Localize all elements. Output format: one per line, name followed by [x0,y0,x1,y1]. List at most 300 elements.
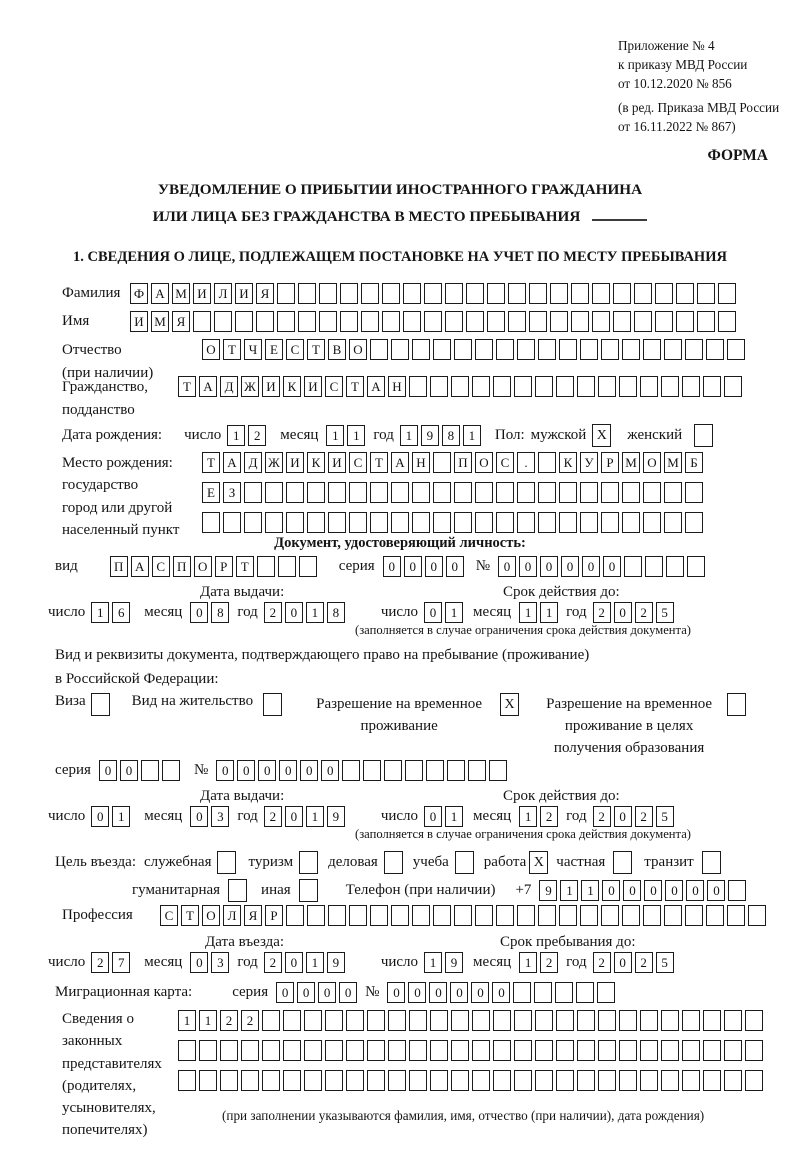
char-cell[interactable] [685,339,703,360]
char-cell[interactable]: А [391,452,409,473]
char-cell[interactable] [577,1040,595,1061]
char-cell[interactable] [643,512,661,533]
char-cell[interactable]: 1 [326,425,344,446]
char-cell[interactable] [235,311,253,332]
char-cell[interactable]: Ж [241,376,259,397]
char-cell[interactable]: С [152,556,170,577]
char-cell[interactable]: 5 [656,602,674,623]
char-cell[interactable] [697,283,715,304]
char-cell[interactable]: С [496,452,514,473]
char-cell[interactable] [349,905,367,926]
char-cell[interactable]: Р [265,905,283,926]
char-cell[interactable] [346,1040,364,1061]
char-cell[interactable] [493,1070,511,1091]
female-checkbox[interactable] [694,424,713,447]
char-cell[interactable] [199,1070,217,1091]
char-cell[interactable]: 0 [614,806,632,827]
char-cell[interactable] [199,1040,217,1061]
char-cell[interactable]: Т [223,339,241,360]
char-cell[interactable] [682,1040,700,1061]
char-cell[interactable] [141,760,159,781]
char-cell[interactable]: 1 [306,602,324,623]
char-cell[interactable]: 0 [644,880,662,901]
char-cell[interactable] [433,482,451,503]
char-cell[interactable] [517,482,535,503]
char-cell[interactable] [508,283,526,304]
char-cell[interactable]: 1 [227,425,245,446]
char-cell[interactable] [496,339,514,360]
char-cell[interactable] [661,376,679,397]
char-cell[interactable] [666,556,684,577]
char-cell[interactable] [601,512,619,533]
char-cell[interactable] [178,1040,196,1061]
char-cell[interactable]: 2 [593,952,611,973]
purpose-humanitarian-checkbox[interactable] [228,879,247,902]
char-cell[interactable] [645,556,663,577]
char-cell[interactable]: А [199,376,217,397]
char-cell[interactable] [703,1010,721,1031]
char-cell[interactable] [391,339,409,360]
char-cell[interactable]: 9 [327,952,345,973]
char-cell[interactable] [451,1040,469,1061]
char-cell[interactable] [433,452,451,473]
char-cell[interactable]: К [283,376,301,397]
char-cell[interactable] [577,1010,595,1031]
char-cell[interactable] [580,339,598,360]
char-cell[interactable] [664,512,682,533]
char-cell[interactable] [493,376,511,397]
char-cell[interactable] [493,1040,511,1061]
char-cell[interactable] [706,905,724,926]
char-cell[interactable]: 0 [318,982,336,1003]
char-cell[interactable]: 2 [593,602,611,623]
char-cell[interactable]: 0 [300,760,318,781]
char-cell[interactable] [382,283,400,304]
char-cell[interactable] [319,283,337,304]
char-cell[interactable]: М [622,452,640,473]
char-cell[interactable] [640,1040,658,1061]
char-cell[interactable] [445,311,463,332]
char-cell[interactable]: 2 [540,952,558,973]
char-cell[interactable] [538,512,556,533]
char-cell[interactable] [517,339,535,360]
char-cell[interactable]: 1 [540,602,558,623]
char-cell[interactable]: 2 [91,952,109,973]
char-cell[interactable] [349,482,367,503]
char-cell[interactable]: В [328,339,346,360]
char-cell[interactable] [412,482,430,503]
char-cell[interactable] [361,311,379,332]
char-cell[interactable]: Е [202,482,220,503]
char-cell[interactable] [682,1070,700,1091]
char-cell[interactable] [718,311,736,332]
char-cell[interactable]: И [328,452,346,473]
char-cell[interactable] [592,311,610,332]
temp-residence-edu-checkbox[interactable] [727,693,746,716]
char-cell[interactable]: 1 [347,425,365,446]
char-cell[interactable] [580,512,598,533]
char-cell[interactable] [342,760,360,781]
char-cell[interactable] [367,1010,385,1031]
char-cell[interactable]: 2 [264,602,282,623]
char-cell[interactable] [577,1070,595,1091]
char-cell[interactable]: О [475,452,493,473]
char-cell[interactable] [640,1010,658,1031]
char-cell[interactable] [535,376,553,397]
purpose-tourism-checkbox[interactable] [299,851,318,874]
char-cell[interactable] [576,982,594,1003]
char-cell[interactable] [466,283,484,304]
char-cell[interactable]: Р [215,556,233,577]
char-cell[interactable] [748,905,766,926]
char-cell[interactable] [514,376,532,397]
char-cell[interactable]: 1 [112,806,130,827]
char-cell[interactable] [340,283,358,304]
char-cell[interactable] [745,1010,763,1031]
char-cell[interactable] [559,482,577,503]
char-cell[interactable] [580,905,598,926]
char-cell[interactable] [687,556,705,577]
purpose-business-checkbox[interactable] [384,851,403,874]
char-cell[interactable]: 9 [327,806,345,827]
char-cell[interactable]: 0 [120,760,138,781]
char-cell[interactable]: 1 [306,952,324,973]
char-cell[interactable] [325,1070,343,1091]
char-cell[interactable]: 2 [635,806,653,827]
char-cell[interactable] [370,512,388,533]
char-cell[interactable] [244,482,262,503]
char-cell[interactable]: П [110,556,128,577]
char-cell[interactable] [391,482,409,503]
char-cell[interactable] [489,760,507,781]
char-cell[interactable] [346,1010,364,1031]
char-cell[interactable]: Л [214,283,232,304]
char-cell[interactable]: 0 [404,556,422,577]
char-cell[interactable] [430,376,448,397]
char-cell[interactable] [299,556,317,577]
char-cell[interactable] [475,339,493,360]
char-cell[interactable]: М [151,311,169,332]
char-cell[interactable] [454,482,472,503]
char-cell[interactable] [367,1040,385,1061]
char-cell[interactable] [286,905,304,926]
char-cell[interactable] [514,1010,532,1031]
char-cell[interactable] [412,905,430,926]
char-cell[interactable] [475,482,493,503]
char-cell[interactable] [697,311,715,332]
char-cell[interactable]: 8 [211,602,229,623]
char-cell[interactable] [202,512,220,533]
char-cell[interactable]: И [262,376,280,397]
char-cell[interactable] [535,1070,553,1091]
male-checkbox[interactable]: X [592,424,611,447]
char-cell[interactable] [555,982,573,1003]
char-cell[interactable] [727,905,745,926]
char-cell[interactable]: 2 [220,1010,238,1031]
char-cell[interactable]: П [173,556,191,577]
char-cell[interactable] [328,512,346,533]
char-cell[interactable]: К [307,452,325,473]
char-cell[interactable] [613,311,631,332]
char-cell[interactable]: К [559,452,577,473]
char-cell[interactable] [475,512,493,533]
char-cell[interactable] [328,482,346,503]
char-cell[interactable] [655,311,673,332]
char-cell[interactable] [178,1070,196,1091]
char-cell[interactable] [304,1010,322,1031]
char-cell[interactable]: С [325,376,343,397]
char-cell[interactable] [468,760,486,781]
char-cell[interactable]: 2 [264,952,282,973]
char-cell[interactable]: И [286,452,304,473]
char-cell[interactable]: 0 [276,982,294,1003]
char-cell[interactable] [619,1010,637,1031]
char-cell[interactable]: Л [223,905,241,926]
char-cell[interactable] [724,1010,742,1031]
char-cell[interactable] [304,1040,322,1061]
char-cell[interactable] [388,1010,406,1031]
char-cell[interactable]: Ж [265,452,283,473]
char-cell[interactable]: 0 [602,880,620,901]
char-cell[interactable] [538,452,556,473]
char-cell[interactable]: 0 [99,760,117,781]
char-cell[interactable] [664,339,682,360]
char-cell[interactable] [433,905,451,926]
temp-residence-checkbox[interactable]: X [500,693,519,716]
char-cell[interactable] [283,1070,301,1091]
char-cell[interactable] [409,1010,427,1031]
char-cell[interactable] [445,283,463,304]
char-cell[interactable] [412,339,430,360]
char-cell[interactable] [298,283,316,304]
char-cell[interactable] [682,1010,700,1031]
char-cell[interactable]: М [172,283,190,304]
char-cell[interactable] [424,311,442,332]
char-cell[interactable] [325,1040,343,1061]
char-cell[interactable]: С [286,339,304,360]
char-cell[interactable] [571,311,589,332]
char-cell[interactable]: 9 [539,880,557,901]
char-cell[interactable]: 0 [492,982,510,1003]
char-cell[interactable] [598,1010,616,1031]
char-cell[interactable] [384,760,402,781]
char-cell[interactable] [466,311,484,332]
char-cell[interactable]: Н [412,452,430,473]
char-cell[interactable]: Т [202,452,220,473]
char-cell[interactable] [454,339,472,360]
char-cell[interactable] [559,905,577,926]
purpose-transit-checkbox[interactable] [702,851,721,874]
char-cell[interactable] [685,905,703,926]
char-cell[interactable]: 0 [425,556,443,577]
char-cell[interactable]: 1 [178,1010,196,1031]
char-cell[interactable]: И [193,283,211,304]
char-cell[interactable] [538,339,556,360]
char-cell[interactable] [745,1040,763,1061]
char-cell[interactable] [640,1070,658,1091]
char-cell[interactable] [619,1070,637,1091]
char-cell[interactable] [214,311,232,332]
char-cell[interactable] [685,482,703,503]
char-cell[interactable] [580,482,598,503]
char-cell[interactable] [619,376,637,397]
char-cell[interactable] [664,905,682,926]
char-cell[interactable] [682,376,700,397]
char-cell[interactable] [622,512,640,533]
char-cell[interactable] [508,311,526,332]
char-cell[interactable]: Ф [130,283,148,304]
char-cell[interactable] [430,1040,448,1061]
char-cell[interactable] [559,339,577,360]
char-cell[interactable] [472,1070,490,1091]
char-cell[interactable] [262,1040,280,1061]
char-cell[interactable]: 2 [635,602,653,623]
char-cell[interactable] [487,283,505,304]
char-cell[interactable]: 8 [327,602,345,623]
char-cell[interactable] [403,283,421,304]
char-cell[interactable]: 0 [387,982,405,1003]
char-cell[interactable]: 0 [339,982,357,1003]
char-cell[interactable]: 2 [241,1010,259,1031]
char-cell[interactable]: 1 [519,806,537,827]
char-cell[interactable] [424,283,442,304]
char-cell[interactable]: 0 [237,760,255,781]
char-cell[interactable]: 2 [540,806,558,827]
char-cell[interactable]: О [643,452,661,473]
char-cell[interactable] [256,311,274,332]
char-cell[interactable] [529,311,547,332]
purpose-official-checkbox[interactable] [217,851,236,874]
char-cell[interactable]: 1 [445,806,463,827]
char-cell[interactable] [307,905,325,926]
char-cell[interactable]: Я [244,905,262,926]
char-cell[interactable] [472,1010,490,1031]
char-cell[interactable] [598,1040,616,1061]
char-cell[interactable] [277,283,295,304]
char-cell[interactable]: Н [388,376,406,397]
char-cell[interactable] [559,512,577,533]
char-cell[interactable] [403,311,421,332]
char-cell[interactable] [556,1070,574,1091]
char-cell[interactable]: М [664,452,682,473]
char-cell[interactable] [538,905,556,926]
char-cell[interactable]: 0 [285,952,303,973]
char-cell[interactable]: 0 [519,556,537,577]
char-cell[interactable] [298,311,316,332]
char-cell[interactable] [496,512,514,533]
char-cell[interactable] [601,905,619,926]
char-cell[interactable] [634,311,652,332]
char-cell[interactable] [307,482,325,503]
char-cell[interactable]: 1 [400,425,418,446]
char-cell[interactable]: 1 [424,952,442,973]
char-cell[interactable] [382,311,400,332]
char-cell[interactable] [391,905,409,926]
char-cell[interactable] [475,905,493,926]
char-cell[interactable]: 2 [593,806,611,827]
char-cell[interactable]: П [454,452,472,473]
char-cell[interactable]: Т [307,339,325,360]
purpose-other-checkbox[interactable] [299,879,318,902]
char-cell[interactable] [241,1070,259,1091]
char-cell[interactable] [286,512,304,533]
char-cell[interactable] [346,1070,364,1091]
char-cell[interactable]: 0 [429,982,447,1003]
char-cell[interactable] [496,905,514,926]
char-cell[interactable]: И [304,376,322,397]
char-cell[interactable]: 9 [445,952,463,973]
char-cell[interactable] [277,311,295,332]
char-cell[interactable] [703,1040,721,1061]
char-cell[interactable] [706,339,724,360]
char-cell[interactable]: И [130,311,148,332]
char-cell[interactable]: Е [265,339,283,360]
char-cell[interactable] [472,376,490,397]
char-cell[interactable] [724,376,742,397]
char-cell[interactable] [451,376,469,397]
char-cell[interactable] [676,283,694,304]
char-cell[interactable] [388,1070,406,1091]
char-cell[interactable]: 0 [446,556,464,577]
purpose-study-checkbox[interactable] [455,851,474,874]
char-cell[interactable]: А [367,376,385,397]
char-cell[interactable] [265,482,283,503]
char-cell[interactable] [643,482,661,503]
char-cell[interactable]: 1 [445,602,463,623]
char-cell[interactable]: О [349,339,367,360]
char-cell[interactable] [676,311,694,332]
char-cell[interactable]: Б [685,452,703,473]
char-cell[interactable] [727,339,745,360]
char-cell[interactable] [661,1010,679,1031]
char-cell[interactable] [367,1070,385,1091]
char-cell[interactable] [535,1010,553,1031]
char-cell[interactable]: 1 [199,1010,217,1031]
char-cell[interactable] [538,482,556,503]
char-cell[interactable]: Т [236,556,254,577]
char-cell[interactable]: 0 [614,952,632,973]
char-cell[interactable] [514,1040,532,1061]
char-cell[interactable] [409,376,427,397]
char-cell[interactable]: У [580,452,598,473]
char-cell[interactable]: . [517,452,535,473]
char-cell[interactable] [556,376,574,397]
char-cell[interactable]: 0 [258,760,276,781]
char-cell[interactable]: 0 [408,982,426,1003]
char-cell[interactable] [664,482,682,503]
char-cell[interactable] [454,512,472,533]
char-cell[interactable]: С [349,452,367,473]
char-cell[interactable] [724,1070,742,1091]
char-cell[interactable] [220,1040,238,1061]
char-cell[interactable]: 1 [519,602,537,623]
char-cell[interactable]: Т [178,376,196,397]
char-cell[interactable] [328,905,346,926]
char-cell[interactable]: 0 [540,556,558,577]
char-cell[interactable]: А [223,452,241,473]
char-cell[interactable] [244,512,262,533]
char-cell[interactable]: Т [370,452,388,473]
char-cell[interactable] [430,1010,448,1031]
char-cell[interactable] [409,1070,427,1091]
char-cell[interactable] [661,1070,679,1091]
char-cell[interactable]: Д [244,452,262,473]
char-cell[interactable]: О [194,556,212,577]
char-cell[interactable] [454,905,472,926]
char-cell[interactable] [487,311,505,332]
char-cell[interactable] [340,311,358,332]
char-cell[interactable] [162,760,180,781]
